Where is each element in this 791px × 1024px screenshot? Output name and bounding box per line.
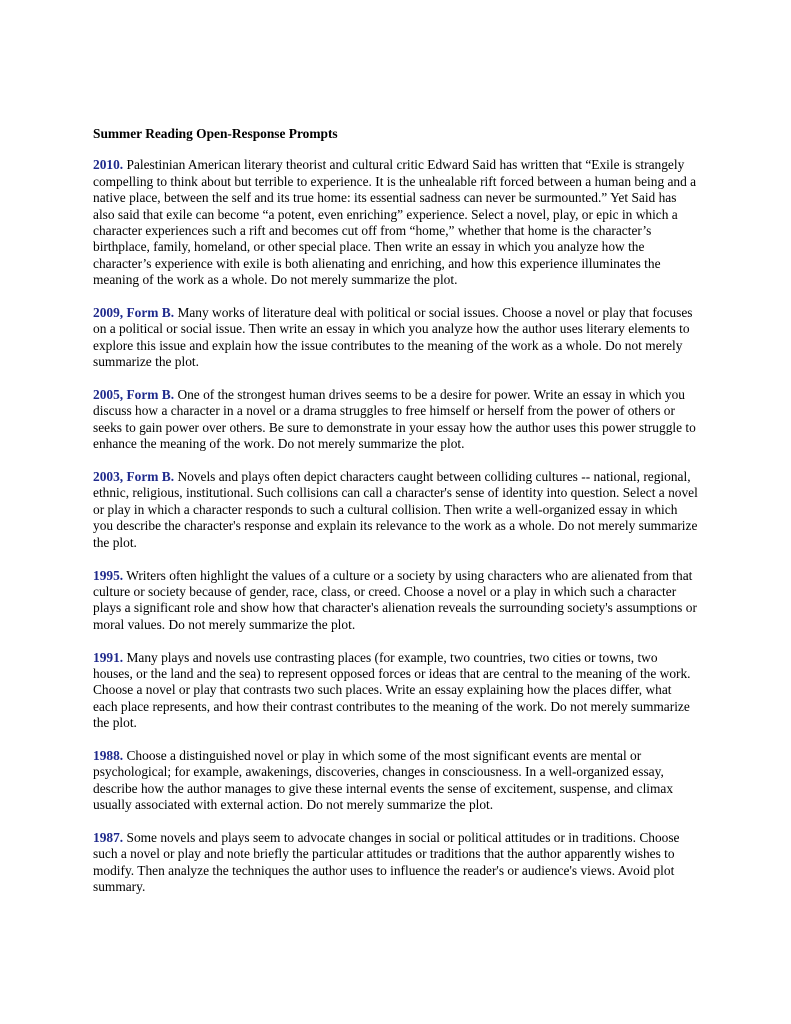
prompt-1988 [93, 748, 699, 814]
prompt-label: 2005, Form B. [93, 387, 175, 403]
document-page [93, 126, 699, 912]
prompt-text: Writers often highlight the values of a culture or a society by using characters who are alienated from that culture or society because of gender, race, class, or creed. Choose a novel or a play in which such a character plays a significant role and show how that character's alienation reveals the surrounding society's assumptions or moral values. Do not merely summarize the plot. [93, 567, 697, 632]
prompt-text: Many works of literature deal with political or social issues. Choose a novel or play that focuses on a political or social issue. Then write an essay in which you analyze how the author uses literary elements to explore this issue and explain how the issue contributes to the meaning of the work as a whole. Do not merely summarize the plot. [93, 305, 693, 370]
prompt-text: One of the strongest human drives seems to be a desire for power. Write an essay in which you discuss how a character in a novel or a drama struggles to free himself or herself from the power of others or seeks to gain power over others. Be sure to demonstrate in your essay how the author uses this power struggle to enhance the meaning of the work. Do not merely summarize the plot. [93, 387, 696, 452]
prompt-label: 2003, Form B. [93, 469, 175, 485]
prompt-2005-form-b [93, 387, 699, 453]
prompt-1995 [93, 568, 699, 634]
prompt-label: 2010. [93, 157, 124, 173]
prompt-text: Choose a distinguished novel or play in which some of the most significant events are mental or psychological; for example, awakenings, discoveries, changes in consciousness. In a well-organized essay, describe how the author manages to give these internal events the sense of excitement, suspense, and climax usually associated with external action. Do not merely summarize the plot. [93, 747, 674, 813]
prompt-label: 1988. [93, 747, 124, 763]
prompt-1991 [93, 650, 699, 732]
prompt-label: 1987. [93, 829, 124, 845]
document-title: Summer Reading Open-Response Prompts [93, 126, 338, 141]
prompt-label: 2009, Form B. [93, 305, 175, 321]
prompt-text: Palestinian American literary theorist and cultural critic Edward Said has written that “Exile is strangely compelling to think about but terrible to experience. It is the unhealable rift forced between a human being and a native place, between the self and its true home: its essential sadness can never be surmounted.” Yet Said has also said that exile can become “a potent, even enriching” experience. Select a novel, play, or epic in which a character experiences such a rift and becomes cut off from “home,” whether that home is the character’s birthplace, family, homeland, or other special place. Then write an essay in which you analyze how the character’s experience with exile is both alienating and enriching, and how this experience illuminates the meaning of the work as a whole. Do not merely summarize the plot. [93, 157, 697, 288]
prompt-2009-form-b [93, 305, 699, 371]
prompt-text: Many plays and novels use contrasting places (for example, two countries, two cities or towns, two houses, or the land and the sea) to represent opposed forces or ideas that are central to the meaning of the work. Choose a novel or play that contrasts two such places. Write an essay explaining how the places differ, what each place represents, and how their contrast contributes to the meaning of the work. Do not merely summarize the plot. [93, 649, 691, 731]
prompt-text: Some novels and plays seem to advocate changes in social or political attitudes or in traditions. Choose such a novel or play and note briefly the particular attitudes or traditions that the author apparently wishes to modify. Then analyze the techniques the author uses to influence the reader's or audience's views. Avoid plot summary. [93, 829, 680, 895]
prompt-2003-form-b [93, 469, 699, 551]
prompt-label: 1991. [93, 649, 124, 665]
prompt-text: Novels and plays often depict characters caught between colliding cultures -- national, regional, ethnic, religious, institutional. Such collisions can call a character's sense of identity into question. Select a novel or play in which a character responds to such a cultural collision. Then write a well-organized essay in which you describe the character's response and explain its relevance to the work as a whole. Do not merely summarize the plot. [93, 469, 698, 550]
prompt-label: 1995. [93, 567, 124, 583]
prompt-1987 [93, 830, 699, 896]
prompt-2010 [93, 157, 699, 288]
